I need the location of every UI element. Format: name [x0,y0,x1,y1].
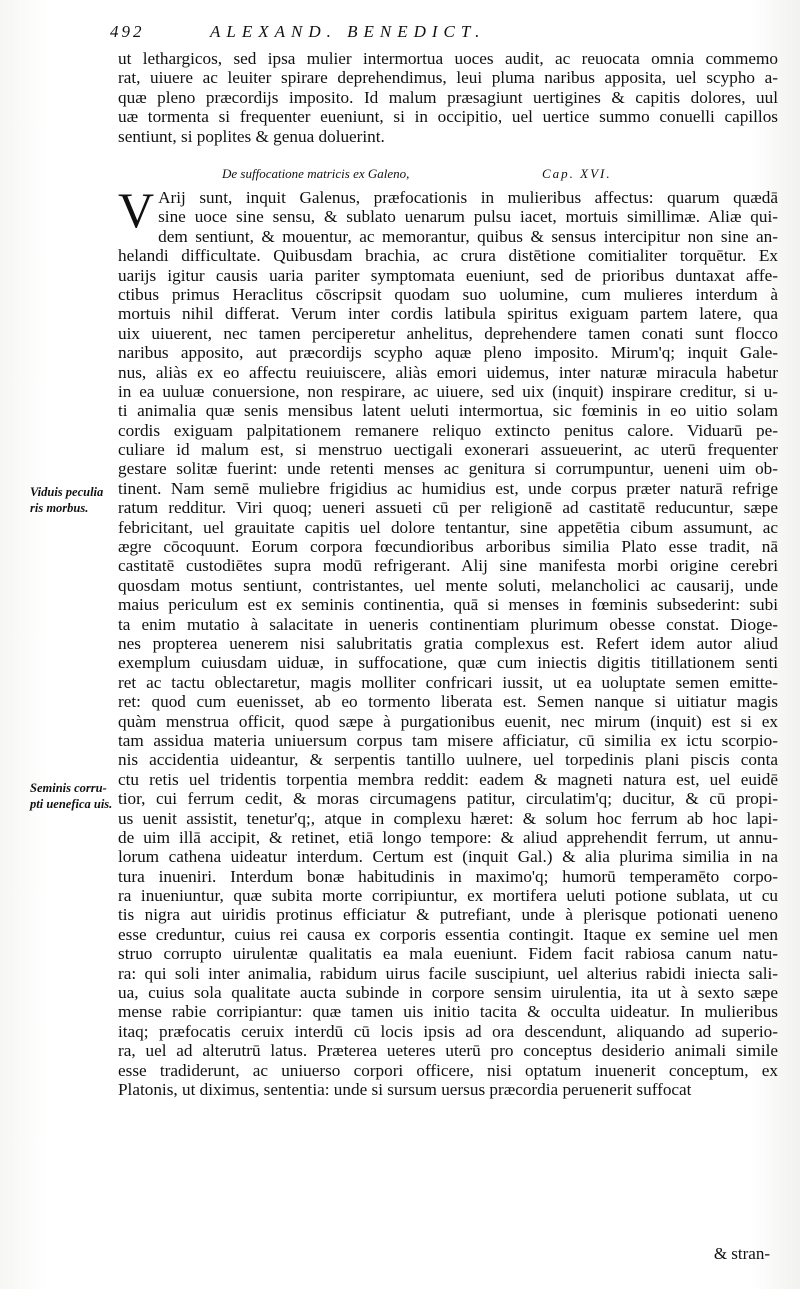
text-line [118,595,778,614]
text-line-content: tior, cui ferrum cedit, & moras circumagens patitur, circulatim'q; ducitur, & cū propi- [118,789,778,809]
text-line [118,634,778,653]
text-line [118,731,778,750]
text-line [118,382,778,401]
text-line [118,324,778,343]
text-line-content: mortuis nihil differat. Verum inter cordis latibula spiritus exiguam partem latere, qua [118,304,778,324]
text-line-content: exemplum cuiusdam uiduæ, in suffocatione, quæ cum iniectis digitis titillationem senti [118,653,778,673]
text-line-content: Arij sunt, inquit Galenus, præfocationis in mulieribus affectus: quarum quædā [158,188,778,207]
text-line-content: maius periculum est ex seminis continentia, quā si menses in fœminis subsederint: subi [118,595,778,615]
text-line-content: ctibus primus Heraclitus cōscripsit quodam suo uolumine, cum mulieres interdum à [118,284,778,304]
text-line-content: castitatē custodiētes supra modū refrigerant. Alij sine manifesta morbi origine cerebri [118,556,778,576]
text-line [118,1041,778,1060]
text-line [118,421,778,440]
text-line-content: uæ tormenta si frequenter eueniunt, si in occipitio, uel uertice summo conuelli capillos [118,107,778,127]
text-line-content: ægre cōcoquunt. Eorum corpora fœcundioribus arboribus similia Plato esse tradit, nā [118,537,778,557]
text-line [118,847,778,866]
text-line [118,556,778,575]
text-line-content: esse creduntur, cuius rei causa ex corporis essentia contingit. Itaque ex semine uel men [118,924,778,944]
page-header [110,22,778,46]
text-line-content: struo corrupto uirulentæ qualitatis ea mala eueniunt. Fidem facit rabiosa canum natu- [118,944,778,964]
text-line [118,343,778,362]
text-line-content: sine uoce sine sensu, & sublato uenarum pulsu iacet, mortuis simillimæ. Aliæ qui- [158,207,778,227]
text-line [118,1002,778,1021]
text-line [118,1080,778,1099]
margin-note-line: pti uenefica uis. [30,797,113,811]
drop-cap: V [118,182,155,238]
text-line-content: quæ pleno præcordijs imposito. Id malum præsagiunt uertigines & capitis dolores, uul [118,87,778,107]
text-line-content: ra, uel ad alterutrū latus. Præterea ueteres uterū pro conceptus desiderio animali simile [118,1041,778,1061]
text-line [118,712,778,731]
text-line [118,363,778,382]
chapter-number: Cap. XVI. [542,166,612,181]
text-line [118,88,778,107]
text-line [118,285,778,304]
text-line [158,188,778,207]
text-line [118,828,778,847]
text-line-content: culiare id malum est, si menstruo uectigali exonerari assueuerint, ac uterū frequenter [118,440,778,460]
text-line-content: ta enim mutatio à salacitate in ueneris continentiam plurimum obesse constat. Dioge- [118,614,778,634]
text-line [118,653,778,672]
text-line-content: in ea uuluæ conuersione, non respirare, ac uiuere, sed uix (inquit) inspirare creditur, si u- [118,381,778,401]
text-line [118,750,778,769]
text-line-content: dem sentiunt, & mouentur, ac memorantur, quibus & sensus intercipitur non sine an- [158,226,778,246]
text-line [118,964,778,983]
text-line [118,925,778,944]
text-line-content: ua, cuius sola qualitate aucta subinde in corpore sensim uirulentia, ita ut à sexto sæpe [118,983,778,1003]
text-line-content: nis accidentia uideantur, & serpentis tantillo uulnere, uel torpedinis plani piscis conta [118,750,778,770]
page-number: 492 [110,22,145,41]
text-line-content: febricitant, uel grauitate capitis uel dolore tentantur, sine appetētia cibum assumunt, ac [118,517,778,537]
text-line [118,107,778,126]
text-line [118,692,778,711]
text-line-content: quosdam motus sentiunt, contristantes, uel mente soluti, melancholici ac causarij, unde [118,575,778,595]
text-line-content: us uenit assistit, tenetur'q;, atque in complexu hæret: & solum hoc ferrum ab hoc lapi- [118,808,778,828]
main-paragraph [118,182,778,1099]
text-line [118,789,778,808]
text-line-content: ti animalia quæ senis mensibus latent ueluti intermortua, sic fœminis in eo uitio solam [118,401,778,421]
text-line [118,770,778,789]
text-line-content: itaq; præfocatis ceruix interdū cū locis ipsis ad ora descendunt, aliquando ad superio- [118,1021,778,1041]
text-line-content: helandi difficultate. Quibusdam brachia, ac crura distētione comitialiter torquētur. Ex [118,246,778,266]
text-line-content: Platonis, ut diximus, sententia: unde si sursum uersus præcordia peruenerit suffocat [118,1079,692,1099]
text-line [118,809,778,828]
text-line-content: nes propterea uenerem nisi salubritatis gratia complexus est. Refert idem autor aliud [118,633,778,653]
text-line [118,673,778,692]
margin-note-line: Seminis corru- [30,781,107,795]
text-line [118,459,778,478]
text-line-content: ret ac tactu oblectaretur, magis molliter confricari iussit, ut ea uoluptate semen emitte- [118,672,778,692]
text-line [118,440,778,459]
text-line [118,944,778,963]
text-line [118,498,778,517]
text-line-content: ctu retis uel tridentis torpentia membra reddit: eadem & magneti natura est, uel euidē [118,769,778,789]
text-line [118,886,778,905]
top-paragraph [118,49,778,146]
text-line-content: nus, aliàs ex eo affectu reuiuiscere, aliàs emori uidemus, inter naturæ miracula habetur [118,362,778,382]
text-line-content: rat, uiuere ac leuiter spirare deprehendimus, leui pluma naribus apposita, uel scypho a- [118,68,778,88]
chapter-title: De suffocatione matricis ex Galeno, [222,166,410,181]
text-line [118,615,778,634]
text-line-content: tura inueniri. Interdum bonæ habitudinis in maximo'q; humorū temperamēto corpo- [118,866,778,886]
text-line [118,127,778,146]
text-line [118,401,778,420]
text-line-content: tam assidua materia uniuersum corpus tam misere afficiatur, cū similia ex ictu scorpio- [118,730,778,750]
text-line [118,1061,778,1080]
text-line [118,518,778,537]
margin-note-widows [30,484,116,516]
text-line [118,246,778,265]
margin-note-line: ris morbus. [30,501,89,515]
catchword: & stran- [713,1244,770,1263]
text-line-content: quàm menstrua officit, quod sæpe à purgationibus euenit, nec mirum (inquit) est si ex [118,711,778,731]
text-line [158,227,778,246]
text-line-content: ra inueniuntur, quæ subita morte corripiuntur, ex mortifera ueluti potione sublata, ut cu [118,886,778,906]
text-line [118,1022,778,1041]
text-line-content: ut lethargicos, sed ipsa mulier intermortua uoces audit, ac reuocata omnia commemo [118,49,778,68]
text-line [118,905,778,924]
text-line [118,49,778,68]
chapter-heading [222,166,742,184]
text-line-content: tis nigra aut uiridis protinus efficiatur & putrefiant, unde à plerisque potionati ueneno [118,905,778,925]
text-line-content: gestare solitæ fuerint: unde retenti menses ac genitura si corrumpuntur, ueneni uim ob- [118,459,778,479]
text-line-content: uarijs igitur causis uaria pariter symptomata eueniunt, sed de prioribus duntaxat affe- [118,265,778,285]
text-line [118,537,778,556]
text-line-content: de uim illā accipit, & retinet, etiā longo tempore: & aliud apprehendit ferrum, ut annu- [118,827,778,847]
margin-note-semen [30,780,116,812]
margin-note-line: Viduis peculia [30,485,104,499]
text-line-content: cordis exiguam palpitationem remanere reliquo extincto penitus calore. Viduarū pe- [118,420,778,440]
text-line-content: uix uiuerent, nec tamen perciperetur anhelitus, deprehendere tamen conati sunt flocco [118,323,778,343]
text-line-content: ratum redditur. Viri quoq; ueneri assueti cū per religionē ad castitatē reducuntur, sæpe [118,498,778,518]
text-line [118,983,778,1002]
running-head: ALEXAND. BENEDICT. [210,22,486,41]
text-line-content: sentiunt, si poplites & genua doluerint. [118,126,385,146]
text-line-content: naribus apposito, aut præcordijs scypho aquæ pleno imposito. Mirum'q; inquit Gale- [118,343,778,363]
text-line [118,68,778,87]
text-line [118,576,778,595]
text-line-content: ret: quod cum euenisset, ab eo tormento liberata est. Semen nanque si uitiatur magis [118,692,778,712]
text-line-content: ra: qui soli inter animalia, rabidum uirus facile suscipiunt, uel alterius rabidi iniecta sali- [118,963,778,983]
text-line [118,304,778,323]
text-line [158,207,778,226]
text-line [118,266,778,285]
text-line [118,867,778,886]
text-line-content: esse tradiderunt, ac uniuerso corpori officere, nisi optatum inuenerit conceptum, ex [118,1060,778,1080]
text-line-content: mense rabie corripiantur: quæ tamen uis initio tacita & occulta uideatur. In mulieribus [118,1002,778,1022]
text-line-content: tinent. Nam semē muliebre frigidius ac humidius est, unde corpus præter naturā refrige [118,478,778,498]
text-line [118,479,778,498]
text-line-content: lorum cathena uideatur interdum. Certum est (inquit Gal.) & alia plurima similia in na [118,847,778,867]
